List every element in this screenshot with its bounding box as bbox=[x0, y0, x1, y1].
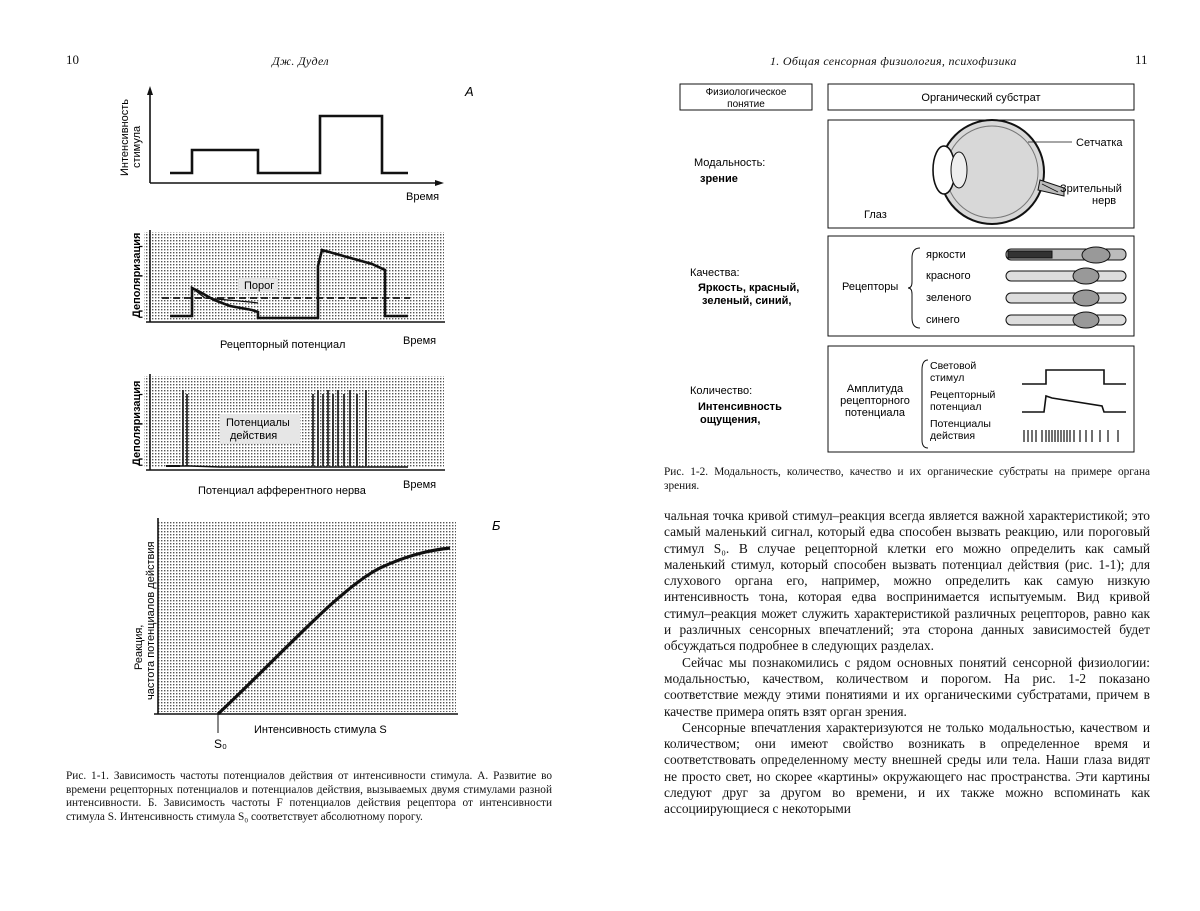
graph1-xlabel: Время bbox=[406, 191, 440, 203]
qualities-title: Качества: bbox=[690, 267, 740, 279]
graph-receptor-potential bbox=[131, 230, 445, 351]
modality-value: зрение bbox=[700, 173, 738, 185]
graph-stimulus-intensity bbox=[119, 86, 444, 203]
panel-a-label: А bbox=[465, 84, 474, 99]
receptor-type-2: красного bbox=[926, 270, 971, 282]
graph2-ylabel: Деполяризация bbox=[131, 232, 143, 318]
graph4-ylabel-2: частота потенциалов действия bbox=[145, 541, 157, 700]
paragraph-2: Сейчас мы познакомились с рядом основных понятий сенсорной физиологии: модальностью, качеством, количеством и порогом. На рис. 1-2 показано соответствие между этими понятиями и их органическими субстратами, причем в качестве примера опять взят орган зрения. bbox=[664, 654, 1150, 719]
graph-afferent-nerve bbox=[131, 374, 445, 497]
receptors-label: Рецепторы bbox=[842, 281, 899, 293]
amp-line-2: рецепторного bbox=[840, 395, 910, 407]
receptor-type-1: яркости bbox=[926, 249, 966, 261]
paragraph-3: Сенсорные впечатления характеризуются не только модальностью, качеством и количеством; они имеют свойство возникать в определенное время и соответствовать определенному месту внешней среды или тела. Наши глаза видят не просто свет, но скорее «картины» окружающего нас пространства. Эти картины следуют друг за другом во времени, и их также можно вспоминать как ассоциирующиеся с некоторыми bbox=[664, 719, 1150, 817]
figure-1-2 bbox=[672, 80, 1152, 460]
header-left-1: Физиологическое bbox=[705, 87, 787, 98]
s0-label: S₀ bbox=[214, 737, 227, 751]
right-body-text bbox=[664, 508, 1150, 818]
right-running-head: 1. Общая сенсорная физиология, психофизика bbox=[770, 54, 1017, 68]
graph4-xlabel: Интенсивность стимула S bbox=[254, 724, 387, 736]
sig3-2: действия bbox=[930, 430, 976, 442]
graph3-caption: Потенциал афферентного нерва bbox=[198, 485, 366, 497]
graph3-ylabel: Деполяризация bbox=[131, 380, 143, 466]
graph3-inner-2: действия bbox=[230, 430, 278, 442]
row-qualities bbox=[690, 236, 1134, 336]
receptor-type-4: синего bbox=[926, 314, 960, 326]
right-page-number: 11 bbox=[1135, 52, 1148, 67]
graph4-ylabel-1: Реакция, bbox=[133, 624, 145, 670]
figure-1-2-caption: Рис. 1-2. Модальность, количество, качество и их органические субстраты на примере органа зрения. bbox=[664, 466, 1150, 492]
nerve-label-1: Зрительный bbox=[1060, 183, 1122, 195]
graph3-xlabel: Время bbox=[403, 479, 437, 491]
nerve-label-2: нерв bbox=[1092, 195, 1117, 207]
receptor-type-3: зеленого bbox=[926, 292, 972, 304]
graph1-ylabel-1: Интенсивность bbox=[119, 98, 131, 176]
row-quantity bbox=[690, 346, 1134, 452]
sig1-2: стимул bbox=[930, 372, 965, 384]
modality-title: Модальность: bbox=[694, 157, 766, 169]
quantity-value-2: ощущения, bbox=[700, 414, 761, 426]
graph1-ylabel-2: стимула bbox=[131, 125, 143, 168]
organ-label: Глаз bbox=[864, 209, 887, 221]
sig2-2: потенциал bbox=[930, 401, 982, 413]
figure-1-1 bbox=[110, 78, 510, 758]
row-modality bbox=[694, 120, 1134, 228]
qualities-value-1: Яркость, красный, bbox=[698, 282, 800, 294]
left-page-number: 10 bbox=[66, 52, 79, 67]
amp-line-1: Амплитуда bbox=[846, 383, 904, 395]
paragraph-1: чальная точка кривой стимул–реакция всегда является важной характеристикой; это самый маленький сигнал, который едва способен вызвать реакцию, или пороговый стимул S₀. В случае рецепторной клетки его можно определить как самый маленький стимул, который способен вызвать потенциал действия (рис. 1-1); для слухового органа его, например, можно определить как самую низкую интенсивность тона, которая едва воспринимается испытуемым. Вид кривой стимул–реакция может служить характеристикой различных рецепторов, равно как и различных сенсорных впечатлений; эта сторона данных зависимостей будет обсуждаться подробнее в следующих разделах. bbox=[664, 508, 1150, 654]
quantity-title: Количество: bbox=[690, 385, 753, 397]
sig1-1: Световой bbox=[930, 360, 977, 372]
sig3-1: Потенциалы bbox=[930, 418, 991, 430]
graph-stimulus-response bbox=[133, 518, 458, 751]
figure-1-1-caption: Рис. 1-1. Зависимость частоты потенциалов действия от интенсивности стимула. А. Развитие во времени рецепторных потенциалов и потенциалов действия, вызываемых двумя стимулами разной интенсивности. Б. Зависимость частоты F потенциалов действия рецептора от интенсивности стимула S. Интенсивность стимула S₀ соответствует абсолютному порогу. bbox=[66, 770, 552, 823]
panel-b-label: Б bbox=[492, 518, 501, 533]
table-header bbox=[680, 84, 1134, 110]
threshold-label: Порог bbox=[244, 280, 275, 292]
graph2-xlabel: Время bbox=[403, 335, 437, 347]
quantity-value-1: Интенсивность bbox=[698, 401, 782, 413]
graph3-inner-1: Потенциалы bbox=[226, 417, 290, 429]
qualities-value-2: зеленый, синий, bbox=[702, 295, 792, 307]
header-right: Органический субстрат bbox=[921, 92, 1041, 104]
amp-line-3: потенциала bbox=[844, 407, 906, 419]
sig2-1: Рецепторный bbox=[930, 389, 996, 401]
retina-label: Сетчатка bbox=[1076, 137, 1123, 149]
header-left-2: понятие bbox=[727, 99, 765, 110]
left-running-head: Дж. Дудел bbox=[272, 54, 329, 68]
graph2-caption: Рецепторный потенциал bbox=[220, 339, 346, 351]
